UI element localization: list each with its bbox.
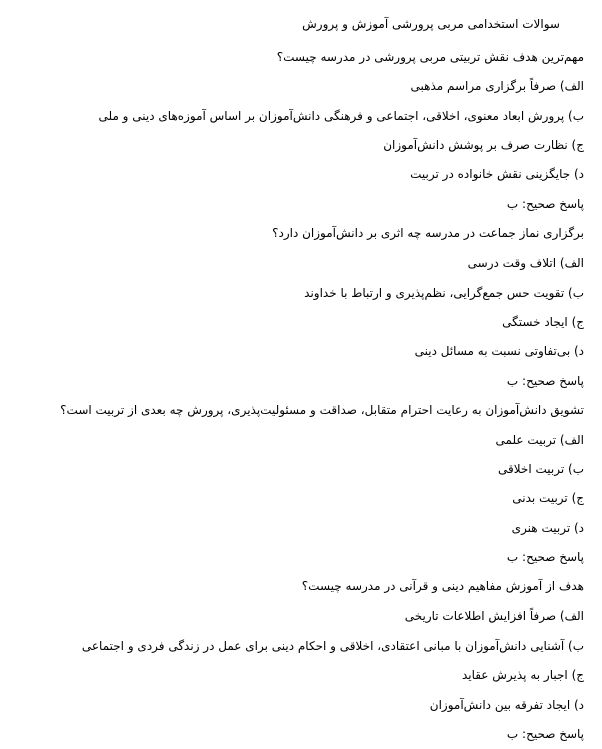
question-4-option-b: ب) آشنایی دانش‌آموزان با مبانی اعتقادی، اخلاقی و احکام دینی برای عمل در زندگی فردی و اجتماعی xyxy=(81,639,584,653)
question-2-option-a: الف) اتلاف وقت درسی xyxy=(467,256,584,270)
question-2-option-c: ج) ایجاد خستگی xyxy=(502,315,584,329)
question-3-option-a: الف) تربیت علمی xyxy=(495,433,584,447)
question-3-option-c: ج) تربیت بدنی xyxy=(512,491,584,505)
question-4-answer: پاسخ صحیح: ب xyxy=(506,727,584,741)
question-4-option-a: الف) صرفاً افزایش اطلاعات تاریخی xyxy=(404,609,584,623)
question-4: هدف از آموزش مفاهیم دینی و قرآنی در مدرسه چیست؟ xyxy=(301,579,584,593)
question-3: تشویق دانش‌آموزان به رعایت احترام متقابل، صداقت و مسئولیت‌پذیری، پرورش چه بعدی از تربیت است؟ xyxy=(60,403,584,417)
question-4-option-c: ج) اجبار به پذیرش عقاید xyxy=(461,668,584,682)
question-1-option-b: ب) پرورش ابعاد معنوی، اخلاقی، اجتماعی و فرهنگی دانش‌آموزان بر اساس آموزه‌های دینی و ملی xyxy=(98,109,584,123)
question-2-answer: پاسخ صحیح: ب xyxy=(506,374,584,388)
document-title: سوالات استخدامی مربی پرورشی آموزش و پرورش xyxy=(302,17,560,31)
question-3-option-d: د) تربیت هنری xyxy=(511,521,584,535)
question-4-option-d: د) ایجاد تفرقه بین دانش‌آموزان xyxy=(429,698,584,712)
question-3-answer: پاسخ صحیح: ب xyxy=(506,550,584,564)
question-2: برگزاری نماز جماعت در مدرسه چه اثری بر دانش‌آموزان دارد؟ xyxy=(272,226,584,240)
question-1: مهم‌ترین هدف نقش تربیتی مربی پرورشی در مدرسه چیست؟ xyxy=(276,50,584,64)
question-1-option-c: ج) نظارت صرف بر پوشش دانش‌آموزان xyxy=(383,138,584,152)
question-1-answer: پاسخ صحیح: ب xyxy=(506,197,584,211)
question-1-option-a: الف) صرفاً برگزاری مراسم مذهبی xyxy=(410,79,584,93)
question-2-option-d: د) بی‌تفاوتی نسبت به مسائل دینی xyxy=(414,344,584,358)
question-3-option-b: ب) تربیت اخلاقی xyxy=(498,462,584,476)
question-1-option-d: د) جایگزینی نقش خانواده در تربیت xyxy=(410,167,584,181)
question-2-option-b: ب) تقویت حس جمع‌گرایی، نظم‌پذیری و ارتباط با خداوند xyxy=(304,286,584,300)
